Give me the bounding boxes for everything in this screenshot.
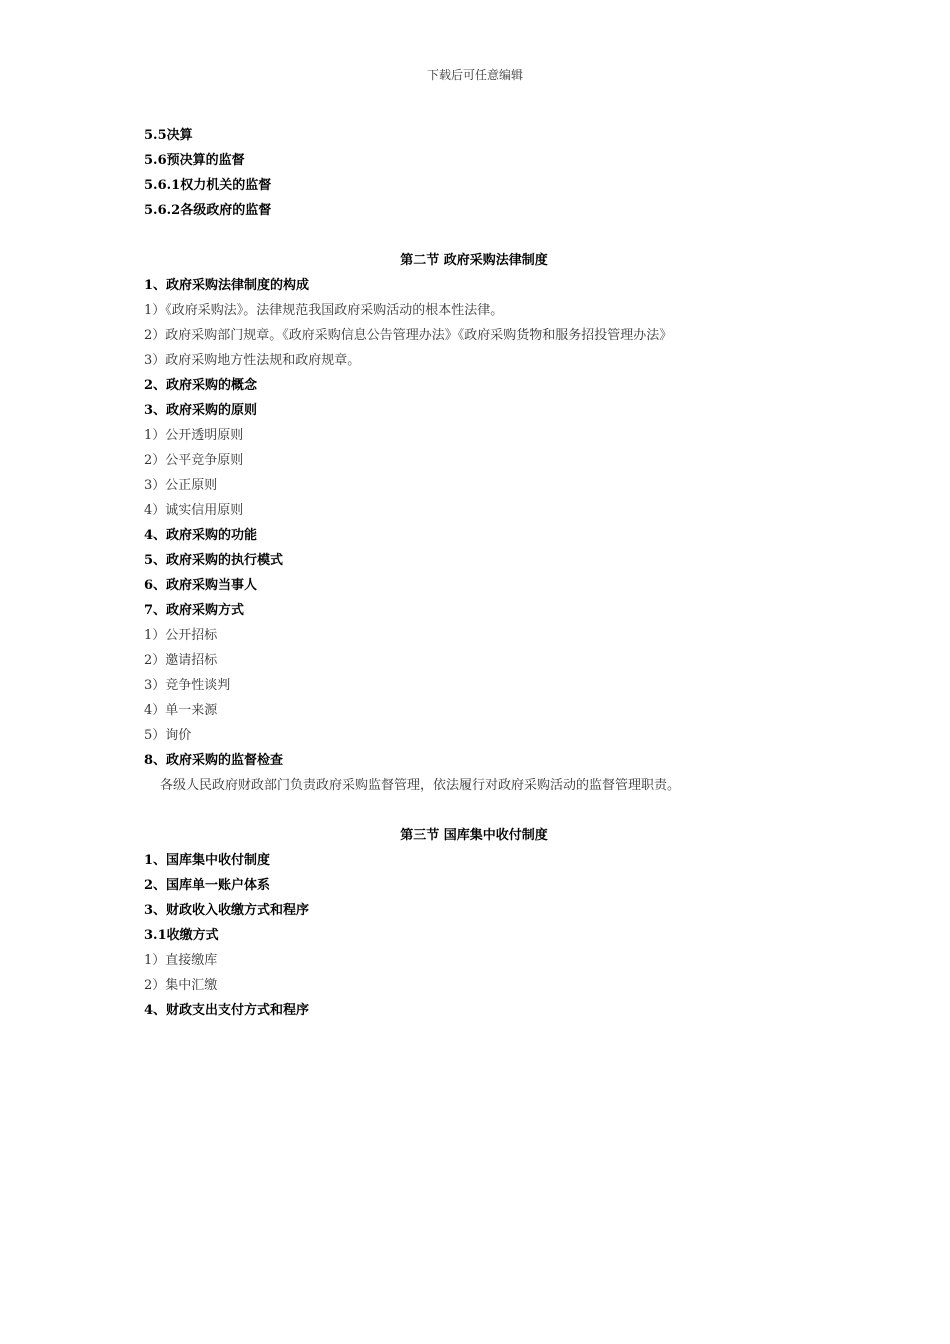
list-item: 3）竞争性谈判 (144, 678, 231, 693)
section3-heading-3-1: 3.1收缴方式 (144, 928, 219, 943)
list-item: 2）政府采购部门规章。《政府采购信息公告管理办法》《政府采购货物和服务招投管理办法》 (144, 328, 673, 343)
list-item: 2）邀请招标 (144, 653, 218, 668)
document-body (144, 126, 784, 1026)
section2-heading-6: 6、政府采购当事人 (144, 578, 258, 593)
list-item: 3）政府采购地方性法规和政府规章。 (144, 353, 361, 368)
page-header-note: 下载后可任意编辑 (426, 68, 523, 82)
list-item: 3）公正原则 (144, 478, 218, 493)
list-item: 1）直接缴库 (144, 953, 218, 968)
section3-heading-1: 1、国库集中收付制度 (144, 853, 271, 868)
section3-heading-3: 3、财政收入收缴方式和程序 (144, 903, 310, 918)
list-item: 1）《政府采购法》。法律规范我国政府采购活动的根本性法律。 (144, 303, 504, 318)
section2-heading-5: 5、政府采购的执行模式 (144, 553, 284, 568)
section-title-2: 第二节 政府采购法律制度 (400, 253, 548, 268)
section2-heading-4: 4、政府采购的功能 (144, 528, 258, 543)
spacer (144, 801, 784, 826)
list-item: 2）集中汇缴 (144, 978, 218, 993)
paragraph: 各级人民政府财政部门负责政府采购监督管理，依法履行对政府采购活动的监督管理职责。 (160, 778, 681, 793)
heading-5-6: 5.6预决算的监督 (144, 153, 245, 168)
heading-5-6-2: 5.6.2各级政府的监督 (144, 203, 272, 218)
section3-heading-4: 4、财政支出支付方式和程序 (144, 1003, 310, 1018)
section2-heading-8: 8、政府采购的监督检查 (144, 753, 284, 768)
list-item: 4）诚实信用原则 (144, 503, 244, 518)
section2-heading-1: 1、政府采购法律制度的构成 (144, 278, 310, 293)
spacer (144, 226, 784, 251)
section2-heading-7: 7、政府采购方式 (144, 603, 245, 618)
list-item: 1）公开招标 (144, 628, 218, 643)
section2-heading-3: 3、政府采购的原则 (144, 403, 258, 418)
heading-5-5: 5.5决算 (144, 128, 193, 143)
list-item: 4）单一来源 (144, 703, 218, 718)
section-title-3: 第三节 国库集中收付制度 (400, 828, 548, 843)
heading-5-6-1: 5.6.1权力机关的监督 (144, 178, 272, 193)
list-item: 2）公平竞争原则 (144, 453, 244, 468)
section3-heading-2: 2、国库单一账户体系 (144, 878, 271, 893)
list-item: 5）询价 (144, 728, 192, 743)
list-item: 1）公开透明原则 (144, 428, 244, 443)
section2-heading-2: 2、政府采购的概念 (144, 378, 258, 393)
